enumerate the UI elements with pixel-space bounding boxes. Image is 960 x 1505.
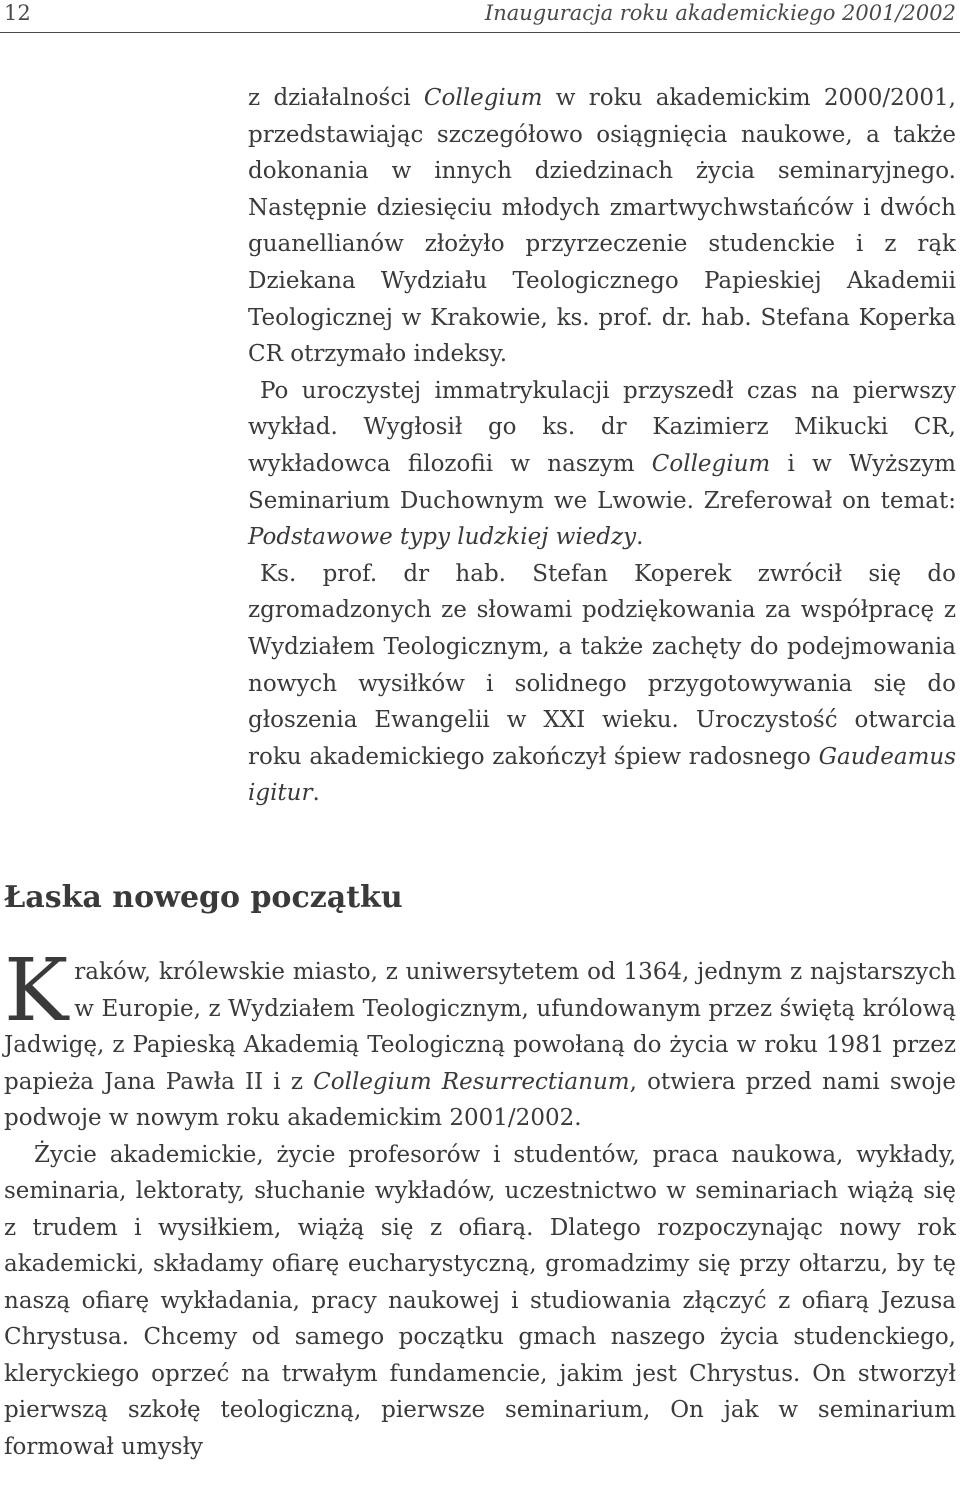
paragraph — [4, 941, 957, 1137]
text-run: w roku akademickim 2000/2001, przedstawiając szczegółowo osiągnięcia naukowe, a także dokonania w innych dziedzinach życia seminaryjnego. Następnie dziesięciu młodych zmartwychwstańców i dwóch guanellianów złożyło przyrzeczenie studenckie i z rąk Dziekana Wydziału Teologicznego Papieskiej Akademii Teologicznej w Krakowie, ks. prof. dr. hab. Stefana Koperka CR otrzymało indeksy. — [248, 85, 956, 368]
paragraph — [248, 556, 956, 812]
body-text-top — [248, 80, 956, 812]
text-run: Ks. prof. dr hab. Stefan Koperek zwrócił się do zgromadzonych ze słowami podziękowania za współpracę z Wydziałem Teologicznym, a także zachęty do podejmowania nowych wysiłków i solidnego przygotowywania się do głoszenia Ewangelii w XXI wieku. Uroczystość otwarcia roku akademickiego zakończył śpiew radosnego — [248, 560, 956, 770]
italic-text: Podstawowe typy ludzkiej wiedzy — [248, 524, 637, 551]
running-head: Inauguracja roku akademickiego 2001/2002 — [484, 1, 956, 25]
text-run: Po uroczystej immatrykulacji przyszedł czas na pierwszy wykład. Wygłosił go ks. dr Kazimierz Mikucki CR, wykładowca filozofii w naszym — [248, 377, 956, 477]
page-header — [0, 0, 960, 33]
paragraph — [248, 373, 956, 556]
text-run: , otwiera przed nami swoje podwoje w nowym roku akademickim 2001/2002. — [4, 1068, 957, 1131]
paragraph-text — [4, 959, 956, 1131]
italic-text: Gaudeamus igitur — [248, 743, 956, 807]
italic-text: Collegium Resurrectianum — [313, 1068, 630, 1095]
text-run: . — [312, 780, 320, 807]
section-title: Łaska nowego początku — [4, 880, 403, 915]
section-body — [4, 941, 957, 1465]
italic-text: Collegium — [423, 85, 543, 111]
drop-cap: K — [4, 941, 69, 1041]
text-run: . — [636, 524, 644, 551]
text-run: raków, królewskie miasto, z uniwersytetem od 1364, jednym z najstarszych w Europie, z Wydziałem Teologicznym, ufundowanym przez świętą królową Jadwigę, z Papieską Akademią Teologiczną powołaną do życia w roku 1981 przez papieża Jana Pawła II i z — [4, 959, 956, 1095]
paragraph — [248, 80, 956, 373]
italic-text: Collegium — [651, 450, 771, 477]
text-run: i w Wyższym Seminarium Duchownym we Lwowie. Zreferował on temat: — [248, 450, 956, 514]
page-number: 12 — [4, 1, 31, 25]
paragraph — [4, 1137, 956, 1466]
text-run: Życie akademickie, życie profesorów i studentów, praca naukowa, wykłady, seminaria, lektoraty, słuchanie wykładów, uczestnictwo w seminariach wiążą się z trudem i wysiłkiem, wiążą się z ofiarą. Dlatego rozpoczynając nowy rok akademicki, składamy ofiarę eucharystyczną, gromadzimy się przy ołtarzu, by tę naszą ofiarę wykładania, pracy naukowej i studiowania złączyć z ofiarą Jezusa Chrystusa. Chcemy od samego początku gmach naszego życia studenckiego, kleryckiego oprzeć na trwałym fundamencie, jakim jest Chrystus. On stworzył pierwszą szkołę teologiczną, pierwsze seminarium, On jak w seminarium formował umysły — [4, 1141, 956, 1460]
text-run: z działalności — [248, 85, 424, 111]
